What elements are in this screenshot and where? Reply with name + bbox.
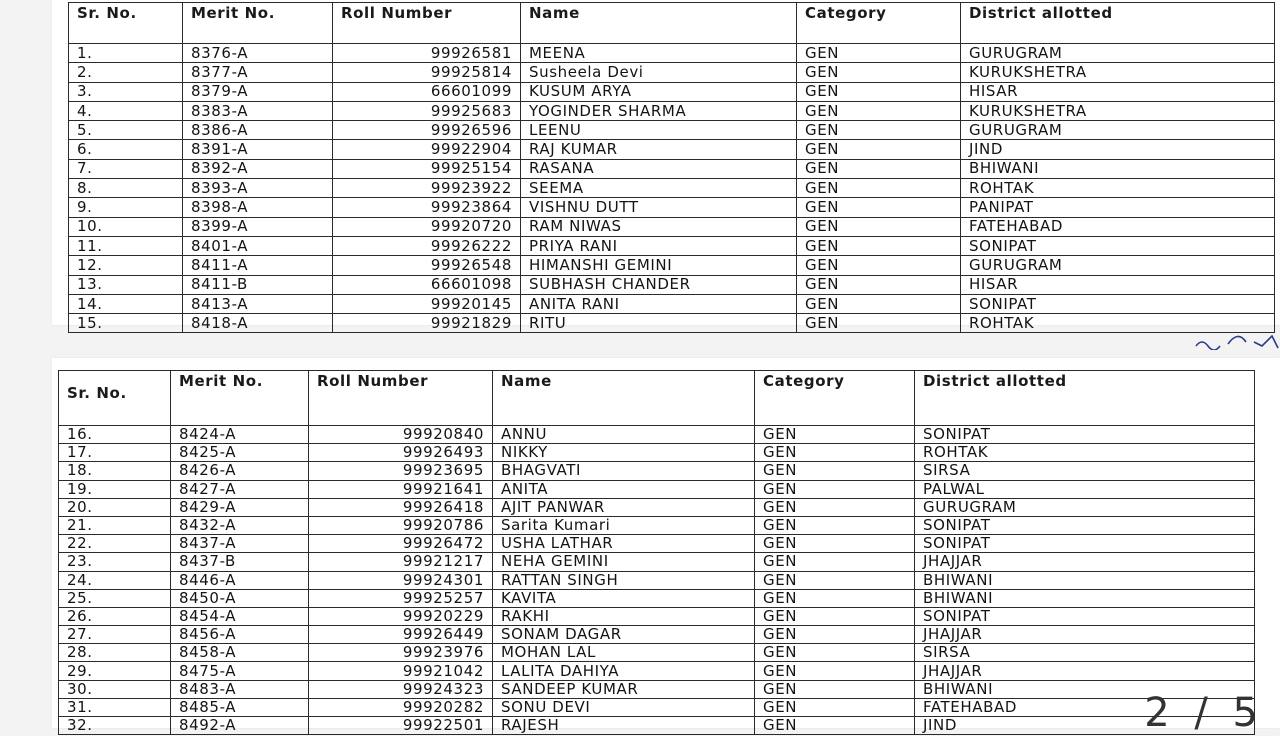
roll-number-cell: 99926449 [309,626,493,644]
table-row [59,535,1255,553]
merit-no-cell: 8413-A [183,294,333,313]
name-cell: MEENA [521,44,797,63]
category-cell: GEN [797,256,961,275]
table-row [69,159,1275,178]
merit-no-cell: 8411-B [183,275,333,294]
page-indicator: 2 / 5 [1144,690,1264,736]
roll-number-cell: 99924323 [309,680,493,698]
district-cell: SONIPAT [915,607,1255,625]
name-cell: AJIT PANWAR [493,498,755,516]
name-cell: NEHA GEMINI [493,553,755,571]
sr-no-cell: 5. [69,121,183,140]
name-cell: BHAGVATI [493,462,755,480]
name-cell: Susheela Devi [521,63,797,82]
district-cell: SONIPAT [915,426,1255,444]
sr-no-cell: 4. [69,101,183,120]
roll-number-cell: 99924301 [309,571,493,589]
roll-number-cell: 99920145 [333,294,521,313]
header-sr-no: Sr. No. [69,3,183,44]
name-cell: MOHAN LAL [493,644,755,662]
document-page-2 [52,358,1280,736]
table-row [69,44,1275,63]
sr-no-cell: 10. [69,217,183,236]
name-cell: HIMANSHI GEMINI [521,256,797,275]
category-cell: GEN [755,717,915,735]
merit-no-cell: 8437-B [171,553,309,571]
district-cell: JHAJJAR [915,553,1255,571]
category-cell: GEN [797,198,961,217]
roll-number-cell: 99920282 [309,698,493,716]
sr-no-cell: 3. [69,82,183,101]
roll-number-cell: 99926548 [333,256,521,275]
district-cell: GURUGRAM [961,121,1275,140]
category-cell: GEN [755,644,915,662]
sr-no-cell: 16. [59,426,171,444]
district-cell: BHIWANI [915,589,1255,607]
sr-no-cell: 30. [59,680,171,698]
sr-no-cell: 12. [69,256,183,275]
sr-no-cell: 7. [69,159,183,178]
sr-no-cell: 17. [59,444,171,462]
name-cell: RAJ KUMAR [521,140,797,159]
name-cell: PRIYA RANI [521,236,797,255]
sr-no-cell: 27. [59,626,171,644]
category-cell: GEN [755,426,915,444]
roll-number-cell: 66601098 [333,275,521,294]
merit-no-cell: 8485-A [171,698,309,716]
merit-no-cell: 8458-A [171,644,309,662]
merit-no-cell: 8386-A [183,121,333,140]
name-cell: SEEMA [521,179,797,198]
district-cell: JIND [961,140,1275,159]
merit-no-cell: 8383-A [183,101,333,120]
district-cell: PALWAL [915,480,1255,498]
header-merit-no: Merit No. [183,3,333,44]
table-row [59,589,1255,607]
roll-number-cell: 99926418 [309,498,493,516]
merit-no-cell: 8399-A [183,217,333,236]
header-sr-no: Sr. No. [59,371,171,426]
category-cell: GEN [755,480,915,498]
category-cell: GEN [755,626,915,644]
table-row [59,626,1255,644]
table-row [69,198,1275,217]
category-cell: GEN [755,571,915,589]
sr-no-cell: 8. [69,179,183,198]
category-cell: GEN [755,553,915,571]
merit-no-cell: 8418-A [183,314,333,333]
roll-number-cell: 99921217 [309,553,493,571]
district-cell: FATEHABAD [915,698,1255,716]
category-cell: GEN [797,236,961,255]
district-cell: SONIPAT [961,294,1275,313]
district-cell: GURUGRAM [961,256,1275,275]
merit-no-cell: 8376-A [183,44,333,63]
roll-number-cell: 99920786 [309,516,493,534]
category-cell: GEN [797,44,961,63]
roll-number-cell: 99925154 [333,159,521,178]
roll-number-cell: 99925257 [309,589,493,607]
name-cell: USHA LATHAR [493,535,755,553]
roll-number-cell: 99925683 [333,101,521,120]
category-cell: GEN [797,82,961,101]
name-cell: ANITA RANI [521,294,797,313]
sr-no-cell: 22. [59,535,171,553]
table-row [59,444,1255,462]
table-row [59,680,1255,698]
category-cell: GEN [755,535,915,553]
district-cell: FATEHABAD [961,217,1275,236]
roll-number-cell: 99920720 [333,217,521,236]
district-cell: KURUKSHETRA [961,101,1275,120]
district-cell: JHAJJAR [915,662,1255,680]
name-cell: RATTAN SINGH [493,571,755,589]
sr-no-cell: 20. [59,498,171,516]
name-cell: RITU [521,314,797,333]
merit-no-cell: 8432-A [171,516,309,534]
roll-number-cell: 99926581 [333,44,521,63]
name-cell: RAJESH [493,717,755,735]
table-row [59,717,1255,735]
roll-number-cell: 66601099 [333,82,521,101]
roll-number-cell: 99925814 [333,63,521,82]
district-cell: JHAJJAR [915,626,1255,644]
district-cell: GURUGRAM [915,498,1255,516]
merit-no-cell: 8456-A [171,626,309,644]
merit-no-cell: 8427-A [171,480,309,498]
category-cell: GEN [797,159,961,178]
roll-number-cell: 99922904 [333,140,521,159]
merit-no-cell: 8429-A [171,498,309,516]
table-row [69,314,1275,333]
roll-number-cell: 99922501 [309,717,493,735]
district-cell: SIRSA [915,462,1255,480]
table-row [59,480,1255,498]
merit-list-table-2 [58,370,1255,735]
category-cell: GEN [797,63,961,82]
category-cell: GEN [755,444,915,462]
table-row [69,217,1275,236]
roll-number-cell: 99923922 [333,179,521,198]
table-row [69,140,1275,159]
sr-no-cell: 21. [59,516,171,534]
table-row [69,275,1275,294]
roll-number-cell: 99920840 [309,426,493,444]
merit-no-cell: 8401-A [183,236,333,255]
table-row [59,698,1255,716]
header-name: Name [521,3,797,44]
table-row [69,236,1275,255]
name-cell: KAVITA [493,589,755,607]
sr-no-cell: 9. [69,198,183,217]
sr-no-cell: 6. [69,140,183,159]
roll-number-cell: 99926596 [333,121,521,140]
table-header-row [59,371,1255,426]
table-row [59,498,1255,516]
category-cell: GEN [755,589,915,607]
district-cell: SONIPAT [961,236,1275,255]
table-row [69,256,1275,275]
name-cell: Sarita Kumari [493,516,755,534]
name-cell: NIKKY [493,444,755,462]
merit-no-cell: 8454-A [171,607,309,625]
roll-number-cell: 99926222 [333,236,521,255]
table-row [69,101,1275,120]
table-row [69,63,1275,82]
category-cell: GEN [797,275,961,294]
category-cell: GEN [755,662,915,680]
merit-no-cell: 8411-A [183,256,333,275]
district-cell: SONIPAT [915,516,1255,534]
header-name: Name [493,371,755,426]
merit-no-cell: 8492-A [171,717,309,735]
merit-no-cell: 8391-A [183,140,333,159]
merit-no-cell: 8475-A [171,662,309,680]
name-cell: SUBHASH CHANDER [521,275,797,294]
merit-no-cell: 8393-A [183,179,333,198]
roll-number-cell: 99926472 [309,535,493,553]
name-cell: KUSUM ARYA [521,82,797,101]
sr-no-cell: 2. [69,63,183,82]
district-cell: BHIWANI [915,571,1255,589]
district-cell: KURUKSHETRA [961,63,1275,82]
sr-no-cell: 1. [69,44,183,63]
name-cell: SANDEEP KUMAR [493,680,755,698]
sr-no-cell: 26. [59,607,171,625]
roll-number-cell: 99921042 [309,662,493,680]
sr-no-cell: 29. [59,662,171,680]
district-cell: ROHTAK [961,314,1275,333]
roll-number-cell: 99920229 [309,607,493,625]
roll-number-cell: 99921641 [309,480,493,498]
category-cell: GEN [755,462,915,480]
merit-no-cell: 8424-A [171,426,309,444]
category-cell: GEN [755,607,915,625]
table-row [69,82,1275,101]
header-category: Category [755,371,915,426]
roll-number-cell: 99923695 [309,462,493,480]
district-cell: SONIPAT [915,535,1255,553]
sr-no-cell: 15. [69,314,183,333]
table-row [59,607,1255,625]
name-cell: VISHNU DUTT [521,198,797,217]
merit-no-cell: 8377-A [183,63,333,82]
table-header-row [69,3,1275,44]
sr-no-cell: 11. [69,236,183,255]
sr-no-cell: 32. [59,717,171,735]
district-cell: BHIWANI [915,680,1255,698]
header-roll-number: Roll Number [333,3,521,44]
header-district-allotted: District allotted [915,371,1255,426]
header-roll-number: Roll Number [309,371,493,426]
district-cell: SIRSA [915,644,1255,662]
district-cell: JIND [915,717,1255,735]
category-cell: GEN [797,179,961,198]
merit-no-cell: 8379-A [183,82,333,101]
signature-scribble [1192,326,1280,350]
district-cell: PANIPAT [961,198,1275,217]
table-row [59,516,1255,534]
roll-number-cell: 99923864 [333,198,521,217]
merit-no-cell: 8450-A [171,589,309,607]
merit-no-cell: 8425-A [171,444,309,462]
table-row [69,179,1275,198]
header-district-allotted: District allotted [961,3,1275,44]
merit-list-table-1 [68,2,1275,333]
category-cell: GEN [755,680,915,698]
sr-no-cell: 25. [59,589,171,607]
table-row [59,426,1255,444]
district-cell: ROHTAK [961,179,1275,198]
category-cell: GEN [797,314,961,333]
name-cell: RAM NIWAS [521,217,797,236]
merit-no-cell: 8483-A [171,680,309,698]
merit-no-cell: 8437-A [171,535,309,553]
category-cell: GEN [755,698,915,716]
header-merit-no: Merit No. [171,371,309,426]
roll-number-cell: 99923976 [309,644,493,662]
sr-no-cell: 19. [59,480,171,498]
category-cell: GEN [755,516,915,534]
table-row [59,553,1255,571]
district-cell: BHIWANI [961,159,1275,178]
name-cell: ANITA [493,480,755,498]
table-row [59,644,1255,662]
roll-number-cell: 99926493 [309,444,493,462]
sr-no-cell: 23. [59,553,171,571]
document-page-1 [52,0,1280,332]
table-row [59,571,1255,589]
name-cell: YOGINDER SHARMA [521,101,797,120]
category-cell: GEN [797,121,961,140]
table-row [69,121,1275,140]
category-cell: GEN [797,217,961,236]
sr-no-cell: 31. [59,698,171,716]
category-cell: GEN [755,498,915,516]
name-cell: RAKHI [493,607,755,625]
roll-number-cell: 99921829 [333,314,521,333]
merit-no-cell: 8446-A [171,571,309,589]
sr-no-cell: 18. [59,462,171,480]
name-cell: LEENU [521,121,797,140]
sr-no-cell: 14. [69,294,183,313]
sr-no-cell: 24. [59,571,171,589]
table-row [59,662,1255,680]
merit-no-cell: 8426-A [171,462,309,480]
category-cell: GEN [797,101,961,120]
sr-no-cell: 13. [69,275,183,294]
district-cell: HISAR [961,82,1275,101]
merit-no-cell: 8398-A [183,198,333,217]
district-cell: ROHTAK [915,444,1255,462]
name-cell: RASANA [521,159,797,178]
category-cell: GEN [797,140,961,159]
name-cell: LALITA DAHIYA [493,662,755,680]
category-cell: GEN [797,294,961,313]
name-cell: SONU DEVI [493,698,755,716]
table-row [69,294,1275,313]
merit-no-cell: 8392-A [183,159,333,178]
name-cell: SONAM DAGAR [493,626,755,644]
header-category: Category [797,3,961,44]
district-cell: HISAR [961,275,1275,294]
sr-no-cell: 28. [59,644,171,662]
name-cell: ANNU [493,426,755,444]
district-cell: GURUGRAM [961,44,1275,63]
table-row [59,462,1255,480]
